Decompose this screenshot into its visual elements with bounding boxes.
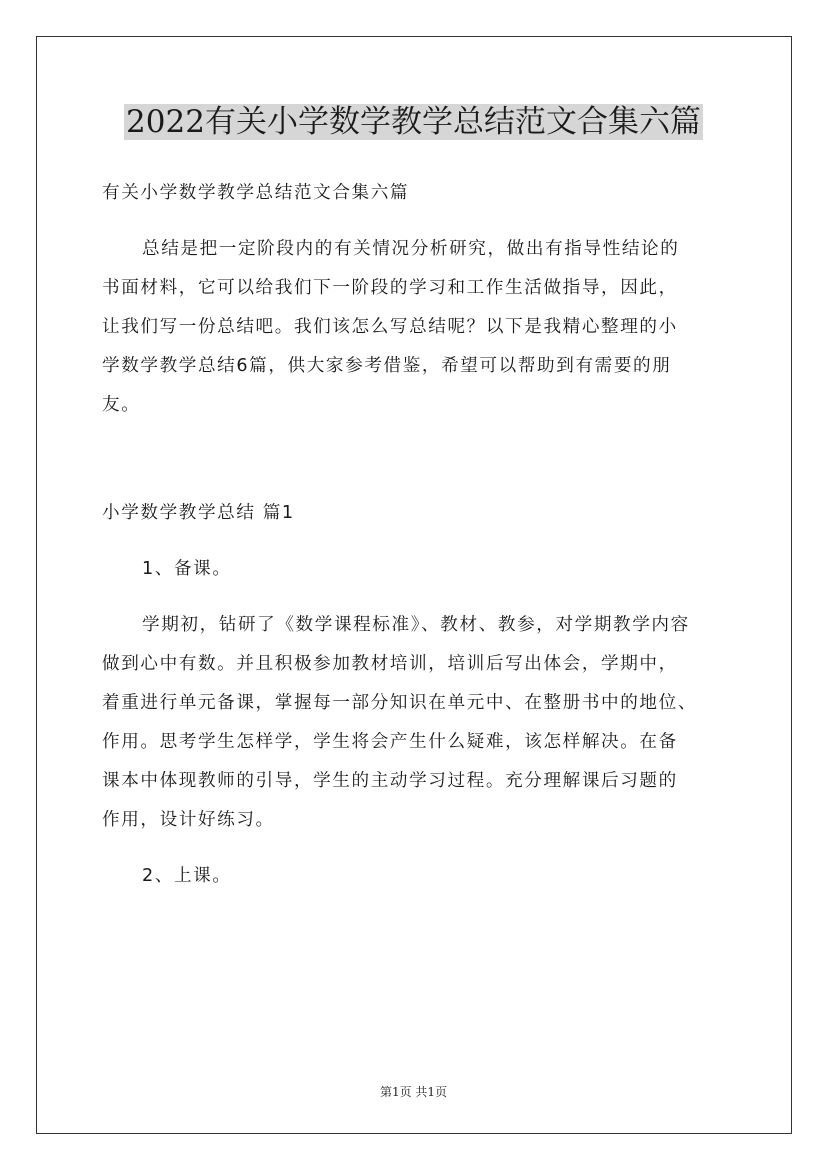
page-number-label: 第1页 共1页 bbox=[379, 1085, 448, 1099]
item1-line: 学期初，钻研了《数学课程标准》、教材、教参，对学期教学内容 bbox=[142, 615, 690, 635]
page-footer bbox=[0, 1083, 827, 1100]
intro-line: 让我们写一份总结吧。我们该怎么写总结呢？以下是我精心整理的小 bbox=[102, 317, 678, 337]
item1-line: 着重进行单元备课，掌握每一部分知识在单元中、在整册书中的地位、 bbox=[102, 693, 698, 713]
item1-heading: 1、备课。 bbox=[142, 559, 232, 579]
intro-line: 书面材料，它可以给我们下一阶段的学习和工作生活做指导，因此， bbox=[102, 278, 678, 298]
item1-line: 做到心中有数。并且积极参加教材培训，培训后写出体会，学期中， bbox=[102, 654, 678, 674]
item1-line: 作用，设计好练习。 bbox=[102, 810, 275, 830]
document-subtitle: 有关小学数学教学总结范文合集六篇 bbox=[102, 183, 410, 203]
section-heading: 小学数学教学总结 篇1 bbox=[102, 503, 295, 523]
item1-line: 课本中体现教师的引导，学生的主动学习过程。充分理解课后习题的 bbox=[102, 771, 678, 791]
intro-line: 友。 bbox=[102, 395, 141, 415]
item2-heading: 2、上课。 bbox=[142, 866, 232, 886]
document-title-text: 2022有关小学数学教学总结范文合集六篇 bbox=[126, 104, 701, 140]
intro-line: 总结是把一定阶段内的有关情况分析研究，做出有指导性结论的 bbox=[142, 239, 680, 259]
document-body bbox=[102, 174, 732, 896]
intro-line: 学数学教学总结6篇，供大家参考借鉴，希望可以帮助到有需要的朋 bbox=[102, 356, 672, 376]
item1-line: 作用。思考学生怎样学，学生将会产生什么疑难，该怎样解决。在备 bbox=[102, 732, 678, 752]
document-title bbox=[0, 100, 827, 144]
